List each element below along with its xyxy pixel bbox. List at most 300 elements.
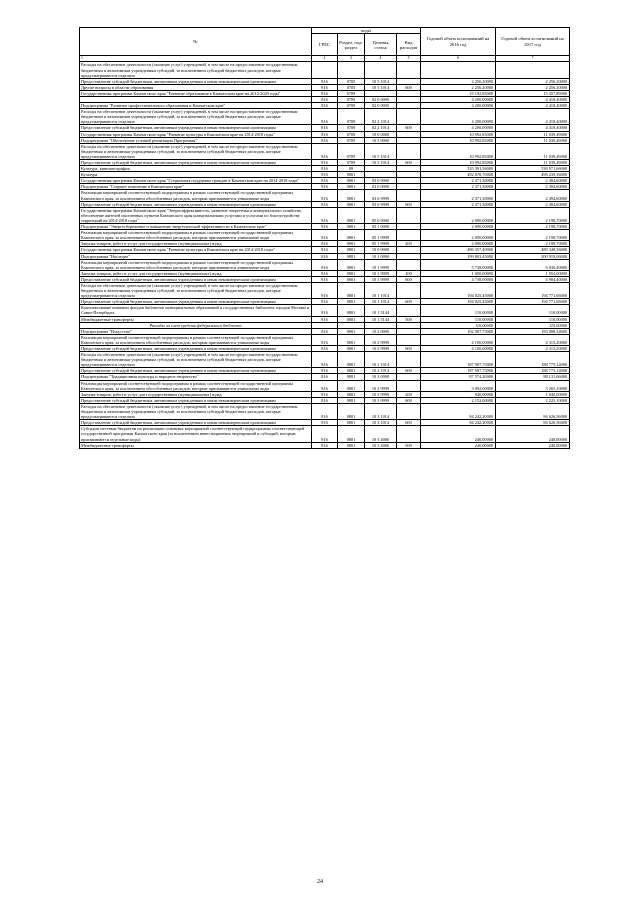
row-amount-2017 xyxy=(496,62,570,78)
row-amount-2016: 84 242,20000 xyxy=(421,403,496,419)
row-target-article: 10 1 5144 xyxy=(365,305,397,316)
row-description: Реализация мероприятий соответствующей подпрограммы в рамках соответствующей государственной программы Камчатского края, за исключением обособленных расходов, которым присваиваются уникальные коды xyxy=(80,334,312,345)
row-description: Предоставление субсидий бюджетным, автономным учреждениям и иным некоммерческим организациям xyxy=(80,276,312,282)
row-target-article: 10 1 1014 xyxy=(365,299,397,305)
row-target-article: 10 2 1014 xyxy=(365,352,397,368)
row-amount-2017: 2 198,70000 xyxy=(496,230,570,241)
row-amount-2017: 240,00000 xyxy=(496,426,570,442)
row-target-article: 05 1 9999 xyxy=(365,230,397,241)
row-target-article: 10 5 1014 xyxy=(365,78,397,84)
row-target-article: 02 0 0000 xyxy=(365,103,397,109)
row-amount-2017: 539 971,66000 xyxy=(496,166,570,172)
row-amount-2016: 940,00000 xyxy=(421,391,496,397)
row-amount-2017: 110,00000 xyxy=(496,322,570,328)
row-amount-2016: 2 371,30000 xyxy=(421,201,496,207)
row-grbs: 816 xyxy=(312,282,338,298)
row-expense-type: 600 xyxy=(397,299,421,305)
header-cs: Целевая статья xyxy=(365,34,397,56)
row-amount-2017: 489 348,56000 xyxy=(496,247,570,253)
row-grbs: 816 xyxy=(312,125,338,131)
row-target-article: 05 0 0000 xyxy=(365,207,397,223)
row-razdel: 0801 xyxy=(338,334,365,345)
row-description: Культура xyxy=(80,172,312,178)
row-grbs: 816 xyxy=(312,207,338,223)
row-grbs: 816 xyxy=(312,109,338,125)
row-amount-2017: 240,00000 xyxy=(496,442,570,448)
row-expense-type xyxy=(397,282,421,298)
row-razdel xyxy=(338,62,365,78)
header-grbs: ГРБС xyxy=(312,34,338,56)
row-amount-2016: 199 803,45000 xyxy=(421,253,496,259)
row-expense-type: 500 xyxy=(397,316,421,322)
row-amount-2016: 187 907,75000 xyxy=(421,368,496,374)
row-target-article: 10 3 9999 xyxy=(365,380,397,391)
row-amount-2017: 4 984,40000 xyxy=(496,276,570,282)
row-grbs: 816 xyxy=(312,334,338,345)
row-target-article: 10 1 5144 xyxy=(365,316,397,322)
row-amount-2017: 2 198,70000 xyxy=(496,241,570,247)
row-description: Другие вопросы в области образования xyxy=(80,84,312,90)
row-target-article: 10 1 1014 xyxy=(365,282,397,298)
row-razdel: 0801 xyxy=(338,172,365,178)
row-description: Межбюджетные трансферты xyxy=(80,442,312,448)
row-amount-2016: 110,00000 xyxy=(421,305,496,316)
row-expense-type: 500 xyxy=(397,442,421,448)
row-grbs: 816 xyxy=(312,160,338,166)
row-amount-2016: 10 992,83000 xyxy=(421,160,496,166)
row-razdel: 0801 xyxy=(338,276,365,282)
row-razdel: 0801 xyxy=(338,184,365,190)
row-grbs: 816 xyxy=(312,426,338,442)
row-razdel: 0709 xyxy=(338,131,365,137)
row-grbs: 816 xyxy=(312,328,338,334)
row-razdel: 0801 xyxy=(338,391,365,397)
row-amount-2016: 84 242,20000 xyxy=(421,420,496,426)
row-razdel: 0801 xyxy=(338,442,365,448)
row-amount-2017: 11 039,49000 xyxy=(496,137,570,143)
row-grbs: 816 xyxy=(312,172,338,178)
row-expense-type xyxy=(397,230,421,241)
row-grbs: 816 xyxy=(312,368,338,374)
row-expense-type xyxy=(397,334,421,345)
row-amount-2016: 4 738,00000 xyxy=(421,276,496,282)
row-target-article: 10 5 1014 xyxy=(365,84,397,90)
row-grbs: 816 xyxy=(312,270,338,276)
row-grbs: 816 xyxy=(312,190,338,201)
row-razdel: 08 xyxy=(338,166,365,172)
row-grbs: 816 xyxy=(312,397,338,403)
row-amount-2016: 2 090,00000 xyxy=(421,230,496,241)
row-amount-2016: 240,00000 xyxy=(421,442,496,448)
row-amount-2017: 194 771,66000 xyxy=(496,282,570,298)
row-razdel: 0801 xyxy=(338,270,365,276)
row-target-article: 10 3 1014 xyxy=(365,403,397,419)
row-description: Подпрограмма "Искусство" xyxy=(80,328,312,334)
row-target-article: 10 3 4006 xyxy=(365,426,397,442)
row-amount-2017: 2 256,20000 xyxy=(496,78,570,84)
row-razdel: 0801 xyxy=(338,352,365,368)
row-amount-2017: 2 494,60000 xyxy=(496,178,570,184)
row-amount-2017: 188 775,14000 xyxy=(496,368,570,374)
row-grbs: 816 xyxy=(312,259,338,270)
row-amount-2017: 193 088,34000 xyxy=(496,328,570,334)
row-amount-2016: 4 200,00000 xyxy=(421,96,496,102)
row-expense-type xyxy=(397,305,421,316)
table-row xyxy=(80,305,570,316)
row-grbs: 816 xyxy=(312,103,338,109)
row-amount-2016: 2 152,00000 xyxy=(421,397,496,403)
row-description: Подпрограмма "Развитие профессионального образования в Камчатском крае" xyxy=(80,103,312,109)
row-amount-2017: 188 775,14000 xyxy=(496,352,570,368)
row-description: Предоставление субсидий бюджетным, автономным учреждениям и иным некоммерческим организациям xyxy=(80,78,312,84)
row-amount-2017: 84 626,56000 xyxy=(496,403,570,419)
row-description: Расходы за счет средств федерального бюджета xyxy=(80,322,312,328)
row-amount-2017: 4 418,40000 xyxy=(496,125,570,131)
row-grbs: 816 xyxy=(312,241,338,247)
row-target-article: 10 3 9999 xyxy=(365,391,397,397)
row-amount-2016: 110,00000 xyxy=(421,322,496,328)
row-razdel: 0801 xyxy=(338,230,365,241)
page-number: 24 xyxy=(317,879,323,885)
row-description: Закупка товаров, работ и услуг для государственных (муниципальных) нужд xyxy=(80,391,312,397)
row-description: Расходы на обеспечение деятельности (оказание услуг) учреждений, в том числе на предоставление государственным бюджетным и автономным учреждениям субсидий, за исключением субсидий бюджетных расходов, которые предусматриваются отдельно xyxy=(80,352,312,368)
row-expense-type: 600 xyxy=(397,125,421,131)
row-description: Предоставление субсидий бюджетным, автономным учреждениям и иным некоммерческим организациям xyxy=(80,125,312,131)
row-razdel: 0709 xyxy=(338,109,365,125)
row-amount-2016: 4 200,00000 xyxy=(421,109,496,125)
row-amount-2016: 2 256,20000 xyxy=(421,84,496,90)
row-razdel: 0709 xyxy=(338,125,365,131)
row-amount-2017: 2 494,60000 xyxy=(496,201,570,207)
row-amount-2017: 88 131,66000 xyxy=(496,374,570,380)
row-description: Расходы на обеспечение деятельности (оказание услуг) учреждений, в том числе на предоставление государственным бюджетным и автономным учреждениям субсидий, за исключением субсидий бюджетных расходов, которые предусматриваются отдельно xyxy=(80,109,312,125)
row-amount-2016: 2 090,00000 xyxy=(421,224,496,230)
row-razdel: 0801 xyxy=(338,380,365,391)
row-description: Подпрограмма "Энергосбережение и повышение энергетической эффективности в Камчатском крае" xyxy=(80,224,312,230)
row-razdel: 0709 xyxy=(338,160,365,166)
table-row xyxy=(80,109,570,125)
row-target-article: 10 3 9999 xyxy=(365,397,397,403)
header-codes: коды xyxy=(312,28,421,34)
row-amount-2016: 10 992,83000 xyxy=(421,137,496,143)
row-description: Государственная программа Камчатского края "Развитие культуры в Камчатском крае на 2014-2018 годы" xyxy=(80,131,312,137)
row-razdel: 0801 xyxy=(338,241,365,247)
table-row xyxy=(80,230,570,241)
row-amount-2016: 2 090,00000 xyxy=(421,241,496,247)
row-razdel: 0705 xyxy=(338,84,365,90)
row-grbs: 816 xyxy=(312,143,338,159)
row-expense-type: 600 xyxy=(397,397,421,403)
row-target-article: 10 0 0000 xyxy=(365,131,397,137)
row-grbs: 816 xyxy=(312,90,338,96)
row-amount-2017: 1 040,00000 xyxy=(496,391,570,397)
row-description: Государственная программа Камчатского края "Социальная поддержка граждан в Камчатском крае на 2014-2018 годы" xyxy=(80,178,312,184)
row-target-article: 03 6 9999 xyxy=(365,190,397,201)
row-amount-2016: 4 200,00000 xyxy=(421,103,496,109)
row-grbs: 816 xyxy=(312,230,338,241)
table-row xyxy=(80,380,570,391)
row-razdel: 0801 xyxy=(338,299,365,305)
row-expense-type: 200 xyxy=(397,241,421,247)
row-grbs: 816 xyxy=(312,374,338,380)
table-row xyxy=(80,334,570,345)
row-razdel: 0801 xyxy=(338,178,365,184)
table-row xyxy=(80,442,570,448)
row-description: Реализация мероприятий соответствующей подпрограммы в рамках соответствующей государственной программы Камчатского края, за исключением обособленных расходов, которым присваиваются уникальные коды xyxy=(80,230,312,241)
row-amount-2016: 2 371,30000 xyxy=(421,184,496,190)
row-grbs: 816 xyxy=(312,247,338,253)
row-grbs xyxy=(312,62,338,78)
row-amount-2016: 4 200,00000 xyxy=(421,125,496,131)
row-description: Государственная программа Камчатского края "Развитие образования в Камчатском крае на 2014-2020 годы" xyxy=(80,90,312,96)
row-amount-2017: 84 626,56000 xyxy=(496,420,570,426)
col-number: 1 xyxy=(80,56,312,62)
row-expense-type xyxy=(397,426,421,442)
row-razdel: 0709 xyxy=(338,143,365,159)
row-razdel: 0801 xyxy=(338,374,365,380)
row-grbs: 816 xyxy=(312,442,338,448)
row-amount-2016: 4 100,00000 xyxy=(421,346,496,352)
row-amount-2017: 2 198,70000 xyxy=(496,207,570,223)
row-target-article: 03 6 0000 xyxy=(365,184,397,190)
row-amount-2016: 10 992,83000 xyxy=(421,143,496,159)
row-target-article: 10 5 1014 xyxy=(365,143,397,159)
row-description: Расходы на обеспечение деятельности (оказание услуг) учреждений, в том числе на предоставление государственным бюджетным и автономным учреждениям субсидий, за исключением субсидий бюджетных расходов, которые предусматриваются отдельно xyxy=(80,62,312,78)
row-target-article: 03 6 9999 xyxy=(365,201,397,207)
row-amount-2016: 1 000,00000 xyxy=(421,270,496,276)
budget-table xyxy=(79,27,570,449)
row-expense-type: 600 xyxy=(397,201,421,207)
row-expense-type: 600 xyxy=(397,346,421,352)
row-amount-2017: 2 494,60000 xyxy=(496,184,570,190)
row-razdel: 0709 xyxy=(338,103,365,109)
row-amount-2016: 187 907,75000 xyxy=(421,352,496,368)
row-expense-type: 600 xyxy=(397,368,421,374)
row-amount-2017: 3 265,10000 xyxy=(496,380,570,391)
row-amount-2017: 110,00000 xyxy=(496,316,570,322)
row-description: Расходы на обеспечение деятельности (оказание услуг) учреждений, в том числе на предоставление государственным бюджетным и автономным учреждениям субсидий, за исключением субсидий бюджетных расходов, которые предусматриваются отдельно xyxy=(80,143,312,159)
row-expense-type: 200 xyxy=(397,270,421,276)
row-grbs: 816 xyxy=(312,352,338,368)
row-grbs: 816 xyxy=(312,403,338,419)
row-description: Предоставление субсидий бюджетным, автономным учреждениям и иным некоммерческим организациям xyxy=(80,397,312,403)
row-description: Предоставление субсидий бюджетным, автономным учреждениям и иным некоммерческим организациям xyxy=(80,160,312,166)
row-grbs: 816 xyxy=(312,316,338,322)
row-amount-2016: 3 092,00000 xyxy=(421,380,496,391)
row-description: Предоставление субсидий бюджетным, автономным учреждениям и иным некоммерческим организациям xyxy=(80,420,312,426)
row-description: Подпрограмма "Традиционная культура и народное творчество" xyxy=(80,374,312,380)
row-grbs: 816 xyxy=(312,201,338,207)
row-target-article: 10 1 9999 xyxy=(365,276,397,282)
table-body xyxy=(80,62,570,448)
row-razdel: 0801 xyxy=(338,420,365,426)
row-amount-2017: 2 198,70000 xyxy=(496,224,570,230)
row-amount-2016 xyxy=(421,62,496,78)
row-expense-type xyxy=(397,352,421,368)
row-expense-type xyxy=(397,259,421,270)
col-number: 5 xyxy=(397,56,421,62)
row-target-article: 02 0 0000 xyxy=(365,96,397,102)
row-grbs: 816 xyxy=(312,380,338,391)
header-no: № xyxy=(80,28,312,56)
row-target-article: 10 5 0000 xyxy=(365,137,397,143)
row-description: Культура, кинематография xyxy=(80,166,312,172)
row-razdel: 0801 xyxy=(338,190,365,201)
row-amount-2017: 2 494,60000 xyxy=(496,190,570,201)
row-description: Государственная программа Камчатского края "Энергоэффективность, развитие энергетики и коммунального хозяйства, обеспечение жителей населенных пунктов Камчатского края коммунальными услугами и услугами по благоустройству территорий на 2014-2018 годы" xyxy=(80,207,312,223)
budget-page xyxy=(79,27,569,449)
row-target-article: 10 2 9999 xyxy=(365,346,397,352)
row-description: Субсидии местным бюджетам на реализацию основных мероприятий соответствующей подпрограммы соответствующей государственной программы Камчатского края (за исключением инвестиционных мероприятий и субсидий, которым присваиваются отдельные коды) xyxy=(80,426,312,442)
col-number: 2 xyxy=(312,56,338,62)
row-amount-2016: 5 738,00000 xyxy=(421,259,496,270)
row-expense-type xyxy=(397,143,421,159)
row-expense-type xyxy=(397,62,421,78)
row-grbs: 816 xyxy=(312,224,338,230)
row-amount-2017: 4 313,20000 xyxy=(496,346,570,352)
row-description: Закупка товаров, работ и услуг для государственных (муниципальных) нужд xyxy=(80,270,312,276)
row-description: Предоставление субсидий бюджетным, автономным учреждениям и иным некоммерческим организациям xyxy=(80,201,312,207)
table-row xyxy=(80,143,570,159)
row-razdel: 0801 xyxy=(338,316,365,322)
row-amount-2017: 4 418,40000 xyxy=(496,109,570,125)
row-target-article: 10 3 0000 xyxy=(365,374,397,380)
row-amount-2017: 11 039,49000 xyxy=(496,131,570,137)
row-razdel: 0801 xyxy=(338,224,365,230)
row-razdel: 0709 xyxy=(338,90,365,96)
row-razdel: 0801 xyxy=(338,282,365,298)
row-razdel: 0801 xyxy=(338,403,365,419)
row-amount-2017: 2 256,20000 xyxy=(496,84,570,90)
row-expense-type xyxy=(397,207,421,223)
col-number: 6 xyxy=(421,56,496,62)
row-target-article: 10 0 0000 xyxy=(365,247,397,253)
row-expense-type xyxy=(397,190,421,201)
row-amount-2017: 11 039,49000 xyxy=(496,160,570,166)
row-razdel: 0801 xyxy=(338,305,365,316)
row-amount-2016: 2 090,00000 xyxy=(421,207,496,223)
row-amount-2017: 496 239,36000 xyxy=(496,172,570,178)
row-expense-type xyxy=(397,109,421,125)
row-razdel: 0801 xyxy=(338,346,365,352)
row-expense-type xyxy=(397,380,421,391)
row-amount-2017: 4 313,20000 xyxy=(496,334,570,345)
row-amount-2016: 486 357,40000 xyxy=(421,247,496,253)
row-target-article: 02 2 1014 xyxy=(365,125,397,131)
row-amount-2017: 6 036,40000 xyxy=(496,259,570,270)
row-target-article: 10 3 1014 xyxy=(365,420,397,426)
row-target-article: 10 3 4006 xyxy=(365,442,397,448)
row-amount-2016: 194 025,45000 xyxy=(421,299,496,305)
table-row xyxy=(80,62,570,78)
row-target-article: 10 1 9999 xyxy=(365,259,397,270)
row-target-article: 05 1 9999 xyxy=(365,241,397,247)
row-description: Предоставление субсидий бюджетным, автономным учреждениям и иным некоммерческим организациям xyxy=(80,346,312,352)
row-amount-2017: 2 225,10000 xyxy=(496,397,570,403)
row-amount-2016: 4 100,00000 xyxy=(421,334,496,345)
row-grbs: 816 xyxy=(312,305,338,316)
row-target-article: 10 2 0000 xyxy=(365,328,397,334)
row-target-article: 03 0 0000 xyxy=(365,178,397,184)
row-description: Реализация мероприятий соответствующей подпрограммы в рамках соответствующей государственной программы Камчатского края, за исключением обособленных расходов, которым присваиваются уникальные коды xyxy=(80,259,312,270)
header-vr: Вид расходов xyxy=(397,34,421,56)
row-amount-2017: 11 039,49000 xyxy=(496,143,570,159)
row-grbs: 816 xyxy=(312,299,338,305)
row-amount-2016: 192 007,75000 xyxy=(421,328,496,334)
col-number: 7 xyxy=(496,56,570,62)
row-grbs: 816 xyxy=(312,166,338,172)
row-grbs: 816 xyxy=(312,184,338,190)
row-amount-2016: 110,00000 xyxy=(421,316,496,322)
row-target-article: 10 1 9999 xyxy=(365,270,397,276)
row-amount-2017: 4 418,40000 xyxy=(496,96,570,102)
row-expense-type: 600 xyxy=(397,160,421,166)
table-row xyxy=(80,259,570,270)
row-grbs: 816 xyxy=(312,253,338,259)
row-razdel: 0709 xyxy=(338,137,365,143)
row-target-article: 10 2 9999 xyxy=(365,334,397,345)
row-description: Предоставление субсидий бюджетным, автономным учреждениям и иным некоммерческим организациям xyxy=(80,299,312,305)
row-expense-type xyxy=(397,403,421,419)
row-razdel: 0801 xyxy=(338,397,365,403)
row-razdel: 0801 xyxy=(338,328,365,334)
row-grbs: 816 xyxy=(312,131,338,137)
row-target-article: 02 2 1014 xyxy=(365,109,397,125)
row-amount-2017: 110,00000 xyxy=(496,305,570,316)
row-description: Расходы на обеспечение деятельности (оказание услуг) учреждений, в том числе на предоставление государственным бюджетным и автономным учреждениям субсидий, за исключением субсидий бюджетных расходов, которые предусматриваются отдельно xyxy=(80,282,312,298)
row-description: Расходы на обеспечение деятельности (оказание услуг) учреждений, в том числе на предоставление государственным бюджетным и автономным учреждениям субсидий, за исключением субсидий бюджетных расходов, которые предусматриваются отдельно xyxy=(80,403,312,419)
row-grbs: 816 xyxy=(312,178,338,184)
row-amount-2016: 87 574,20000 xyxy=(421,374,496,380)
row-amount-2016: 2 371,30000 xyxy=(421,190,496,201)
row-amount-2016: 492 878,70000 xyxy=(421,172,496,178)
table-row xyxy=(80,426,570,442)
row-description: Подпрограмма "Наследие" xyxy=(80,253,312,259)
row-description: Подпрограмма "Обеспечение условий реализации Программы" xyxy=(80,137,312,143)
row-amount-2016: 240,00000 xyxy=(421,426,496,442)
row-razdel: 0801 xyxy=(338,207,365,223)
row-grbs: 816 xyxy=(312,84,338,90)
row-expense-type: 200 xyxy=(397,391,421,397)
row-razdel: 0801 xyxy=(338,426,365,442)
row-expense-type: 600 xyxy=(397,420,421,426)
header-2016: Годовой объем ассигнований на 2016 год xyxy=(421,28,496,56)
row-amount-2016: 535 391,56000 xyxy=(421,166,496,172)
row-description: Закупка товаров, работ и услуг для государственных (муниципальных) нужд xyxy=(80,241,312,247)
row-grbs: 816 xyxy=(312,346,338,352)
col-number: 4 xyxy=(365,56,397,62)
row-description: Реализация мероприятий соответствующей подпрограммы в рамках соответствующей государственной программы Камчатского края, за исключением обособленных расходов, которым присваиваются уникальные коды xyxy=(80,380,312,391)
row-amount-2016: 15 192,83000 xyxy=(421,90,496,96)
row-amount-2017: 4 418,40000 xyxy=(496,103,570,109)
row-amount-2016: 10 992,83000 xyxy=(421,131,496,137)
row-description: Подпрограмма "Старшее поколение в Камчатском крае" xyxy=(80,184,312,190)
row-grbs: 816 xyxy=(312,96,338,102)
row-grbs: 816 xyxy=(312,137,338,143)
row-amount-2017: 200 918,06000 xyxy=(496,253,570,259)
row-amount-2016: 194 025,45000 xyxy=(421,282,496,298)
header-2017: Годовой объем ассигнований на 2017 год xyxy=(496,28,570,56)
row-target-article: 05 1 0000 xyxy=(365,224,397,230)
row-amount-2017: 1 052,00000 xyxy=(496,270,570,276)
table-row xyxy=(80,190,570,201)
row-target-article xyxy=(365,62,397,78)
row-razdel: 0801 xyxy=(338,247,365,253)
row-razdel: 0801 xyxy=(338,201,365,207)
row-expense-type: 600 xyxy=(397,276,421,282)
row-grbs: 816 xyxy=(312,276,338,282)
row-razdel: 0801 xyxy=(338,253,365,259)
